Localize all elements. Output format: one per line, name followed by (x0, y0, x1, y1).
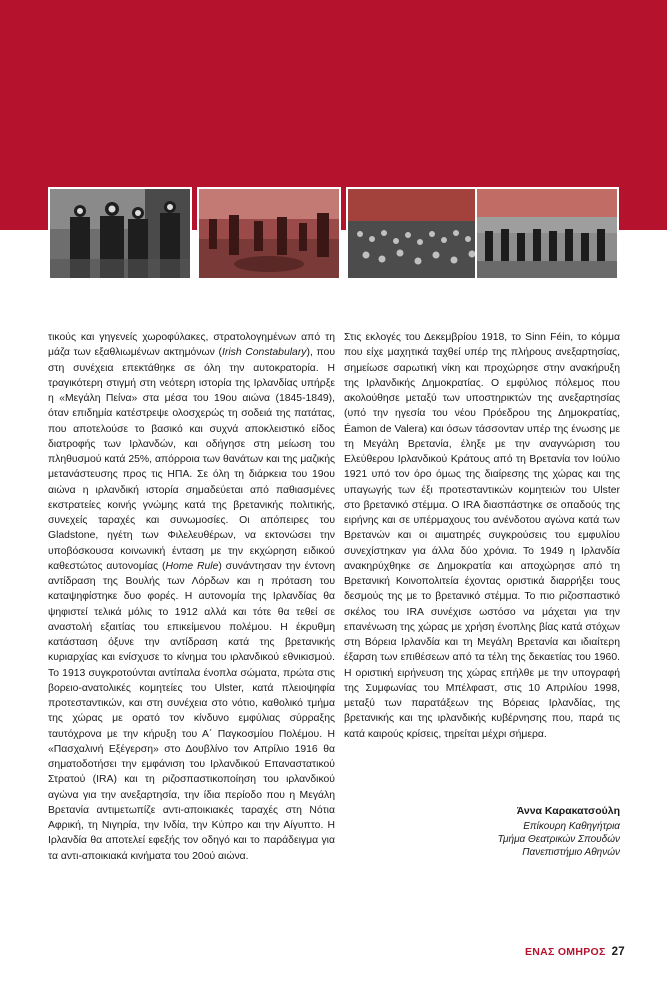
photo-1 (48, 187, 192, 280)
author-signature (360, 805, 620, 859)
photo-3 (346, 187, 490, 280)
author-role: Επίκουρη Καθηγήτρια (523, 821, 620, 832)
author-department: Τμήμα Θεατρικών Σπουδών (497, 834, 620, 845)
author-university: Πανεπιστήμιο Αθηνών (522, 847, 620, 858)
emphasis-text: Home Rule (165, 560, 219, 572)
crowd-photo-icon (477, 189, 617, 278)
author-name: Άννα Καρακατσούλη (516, 805, 620, 817)
photo-4 (475, 187, 619, 280)
crowd-photo-icon (199, 189, 339, 278)
page-number: 27 (611, 946, 625, 958)
magazine-name: ΕΝΑΣ ΟΜΗΡΟΣ (524, 946, 606, 958)
emphasis-text: Irish Constabulary (221, 347, 307, 359)
article-left-column (48, 330, 335, 864)
article-paragraph: τικούς και γηγενείς χωροφύλακες, στρατολογημένων από τη μάζα των εξαθλιωμένων ακτημόνων (Irish Constabulary), που στη συνέχεια επεκτάθηκε σε όλη την αυτοκρατορία. Η τραγικότερη στιγμή στη νεότερη ιστορία της Ιρλανδίας υπήρξε η «Μεγάλη Πείνα» στα μέσα του 19ου αιώνα (1845-1849), όταν επιδημία κατέστρεψε ολοσχερώς τη σοδειά της πατάτας, που αποτελούσε το βασικό και συχνά αποκλειστικό είδος διατροφής των Ιρλανδών, και οδήγησε στη μείωση του πληθυσμού κατά 25%, απόρροια των θανάτων και της μαζικής μετανάστευσης προς τις ΗΠΑ. Σε όλη τη διάρκεια του 19ου αιώνα η ιρλανδική ιστορία σημαδεύεται από παθιασμένες εκστρατείες κοινής γνώμης κατά της βρετανικής πολιτικής, συνεχείς ταραχές και συνωμοσίες. Οι απόπειρες του Gladstone, ηγέτη των Φιλελευθέρων, να εκτονώσει την υποβόσκουσα κοινωνική ένταση με την εκχώρηση ειδικού καθεστώτος αυτονομίας (Home Rule) συνάντησαν την έντονη αντίδραση της Βουλής των Λόρδων και η πρόταση του καταψηφίστηκε δυο φορές. Η αυτονομία της Ιρλανδίας θα ψηφιστεί τελικά μόλις το 1912 αλλά και τότε θα τεθεί σε αναστολή εξαιτίας του επικείμενου πολέμου. Η έκρυθμη κατάσταση όξυνε την αντίδραση κατά της βρετανικής κυριαρχίας και ενίσχυσε το κίνημα του ιρλανδικού εθνικισμού. Το 1913 συγκροτούνται αντίπαλα ένοπλα σώματα, πρώτα στις βορειο-ανατολικές κομητείες του Ulster, κατά πλειοψηφία προτεσταντικών, και στη συνέχεια στο νότιο, καθολικό τμήμα της χώρας με ορατό τον κίνδυνο εμφύλιας σύρραξης ταυτόχρονα με την κήρυξη του Α΄ Παγκοσμίου Πολέμου. Η «Πασχαλινή Εξέγερση» στο Δουβλίνο τον Απρίλιο 1916 θα σηματοδοτήσει την εμφάνιση του Ιρλανδικού Επαναστατικού Στρατού (IRA) και τη ριζοσπαστικοποίηση του ιρλανδικού αγώνα για την ανεξαρτησία, την ίδια περίοδο που η Μεγάλη Βρετανία αντιμετωπίζε αντι-αποικιακές ταραχές στη Νότια Αφρική, τη Νιγηρία, την Ινδία, την Κύπρο και την Αίγυπτο. Η Ιρλανδία θα αποτελεί εφεξής τον οδηγό και το παράδειγμα για τα αντι-αποικιακά κινήματα του 20ού αιώνα. (48, 332, 335, 862)
article-paragraph: Στις εκλογές του Δεκεμβρίου 1918, το Sinn Féin, το κόμμα που είχε μαχητικά ταχθεί υπέρ της πλήρους ανεξαρτησίας, σημείωσε σαρωτική νίκη και προχώρησε στην ανακήρυξη της Ιρλανδικής Δημοκρατίας. Ο εμφύλιος πόλεμος που ακολούθησε μεταξύ των υποστηρικτών της ανεξαρτησίας (υπό την ηγεσία του νέου Πρόεδρου της Δημοκρατίας, Éamon de Valera) και όσων τάσσονταν υπέρ της ένωσης με τη Μεγάλη Βρετανία, έληξε με την αναγνώριση του Ελεύθερου Ιρλανδικού Κράτους από τη Βρετανία τον Ιούλιο 1921 υπό τον όρο όμως της διαίρεσης της χώρας και της υπαγωγής των έξι προτεσταντικών κομητειών του Ulster στο βρετανικό στέμμα. Ο IRA διασπάστηκε σε οπαδούς της ειρήνης και σε υπέρμαχους του ανένδοτου αγώνα κατά των Βρετανών και οι αιματηρές συγκρούσεις του εμφυλίου συνεχίστηκαν για άλλα δύο χρόνια. Το 1949 η Ιρλανδία ανακηρύχθηκε σε Δημοκρατία και αποχώρησε από τη Βρετανική Κοινοπολιτεία έχοντας οριστικά διαρρήξει τους δεσμούς της με το βρετανικό στέμμα. Το πιο ριζοσπαστικό σκέλος του IRA συνέχισε ωστόσο να μάχεται για την επανένωση της χώρας με χρήση ένοπλης βίας κατά στόχων στη Βόρεια Ιρλανδία και τη Μεγάλη Βρετανία και ιδιαίτερη έξαρση των επιθέσεων από τα τέλη της δεκαετίας του 1960. Η οριστική ειρήνευση της χώρας επήλθε με την υπογραφή της Συμφωνίας του Μπέλφαστ, στις 10 Απριλίου 1998, μεταξύ των παρατάξεων της Βόρειας Ιρλανδίας, της βρετανικής και της ιρλανδικής κυβέρνησης που, παρά τις κατά καιρούς κρίσεις, τηρείται μέχρι σήμερα. (344, 332, 620, 740)
page-footer (525, 946, 625, 958)
crowd-photo-icon (50, 189, 190, 278)
photo-2 (197, 187, 341, 280)
article-right-column (344, 330, 620, 742)
crowd-photo-icon (348, 189, 488, 278)
